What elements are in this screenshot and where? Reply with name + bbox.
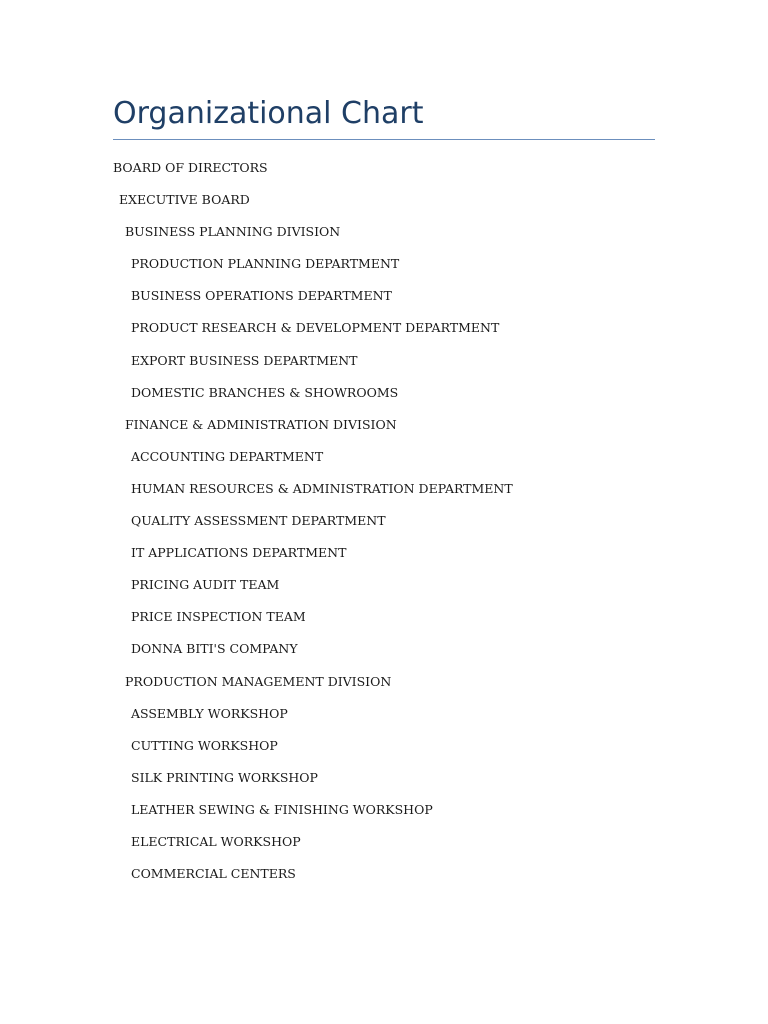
- org-chart-item: SILK PRINTING WORKSHOP: [131, 769, 318, 785]
- org-chart-item: PRODUCTION PLANNING DEPARTMENT: [131, 256, 400, 272]
- org-chart-item: PRODUCT RESEARCH & DEVELOPMENT DEPARTMENT: [131, 320, 500, 336]
- org-chart-item: BOARD OF DIRECTORS: [113, 160, 268, 175]
- org-chart-item: FINANCE & ADMINISTRATION DIVISION: [125, 416, 397, 432]
- org-chart-item: ASSEMBLY WORKSHOP: [131, 705, 288, 721]
- org-chart-item: EXECUTIVE BOARD: [119, 192, 250, 208]
- org-chart-item: BUSINESS OPERATIONS DEPARTMENT: [131, 288, 392, 304]
- org-chart-item: IT APPLICATIONS DEPARTMENT: [131, 545, 347, 561]
- org-chart-item: PRICE INSPECTION TEAM: [131, 609, 306, 625]
- org-chart-item: DONNA BITI'S COMPANY: [131, 641, 298, 657]
- org-chart-item: COMMERCIAL CENTERS: [131, 866, 296, 882]
- org-chart-item: QUALITY ASSESSMENT DEPARTMENT: [131, 513, 386, 529]
- org-chart-item: LEATHER SEWING & FINISHING WORKSHOP: [131, 801, 433, 817]
- org-chart-item: PRODUCTION MANAGEMENT DIVISION: [125, 673, 392, 689]
- org-chart-item: EXPORT BUSINESS DEPARTMENT: [131, 352, 358, 368]
- title-underline-divider: [113, 139, 655, 140]
- org-chart-item: ELECTRICAL WORKSHOP: [131, 833, 301, 849]
- org-chart-item: CUTTING WORKSHOP: [131, 737, 278, 753]
- org-chart-item: BUSINESS PLANNING DIVISION: [125, 224, 341, 240]
- org-chart-list: [113, 159, 513, 897]
- org-chart-item: DOMESTIC BRANCHES & SHOWROOMS: [131, 384, 399, 400]
- org-chart-item: HUMAN RESOURCES & ADMINISTRATION DEPARTMENT: [131, 480, 513, 496]
- org-chart-item: PRICING AUDIT TEAM: [131, 577, 280, 593]
- org-chart-item: ACCOUNTING DEPARTMENT: [131, 448, 324, 464]
- page-title: Organizational Chart: [113, 96, 424, 131]
